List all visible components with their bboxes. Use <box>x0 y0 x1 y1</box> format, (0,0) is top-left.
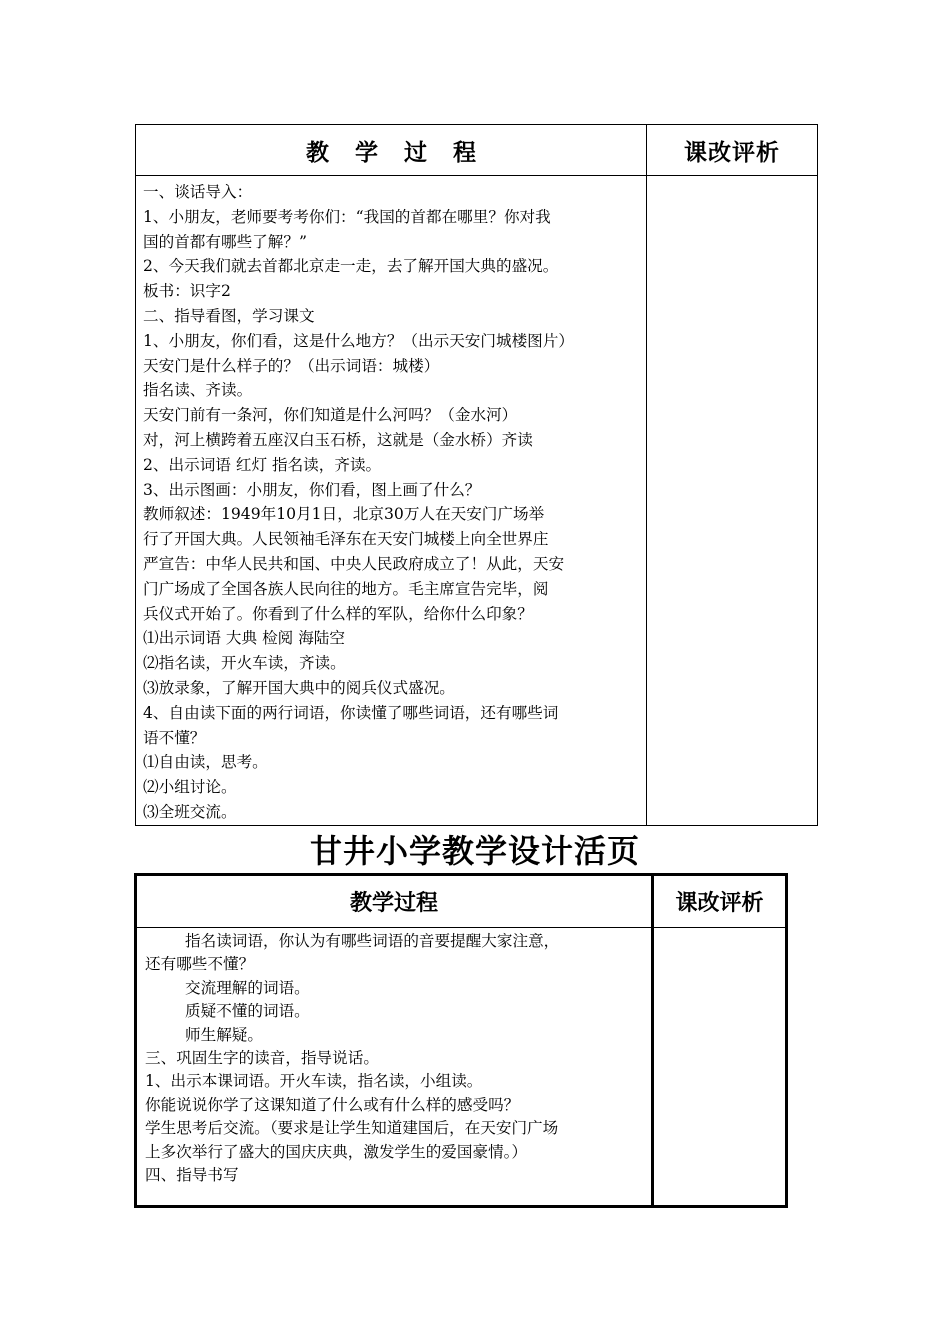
text-line: 2、出示词语 红灯 指名读，齐读。 <box>143 455 382 474</box>
text-line: 天安门前有一条河，你们知道是什么河吗？（金水河） <box>143 406 518 425</box>
commentary-cell <box>647 176 818 826</box>
text-line: 3、出示图画：小朋友，你们看，图上画了什么？ <box>143 480 481 499</box>
text-line: 兵仪式开始了。你看到了什么样的军队，给你什么印象？ <box>143 604 533 623</box>
text-line: ⑴自由读，思考。 <box>143 753 268 772</box>
text-line: 1、小朋友，你们看，这是什么地方？（出示天安门城楼图片） <box>143 331 574 350</box>
text-line: 教师叙述：1949年10月1日，北京30万人在天安门广场举 <box>143 505 545 524</box>
text-line: 上多次举行了盛大的国庆庆典，激发学生的爱国豪情。） <box>145 1142 528 1161</box>
text-line: 对，河上横跨着五座汉白玉石桥，这就是（金水桥）齐读 <box>143 430 533 449</box>
text-line: 指名读、齐读。 <box>143 381 253 400</box>
text-line: 行了开国大典。人民领袖毛泽东在天安门城楼上向全世界庄 <box>143 530 549 549</box>
text-line: ⑴出示词语 大典 检阅 海陆空 <box>143 629 345 648</box>
text-line: ⑶全班交流。 <box>143 802 237 821</box>
text-line: 交流理解的词语。 <box>185 978 310 997</box>
text-line: 1、小朋友，老师要考考你们：“我国的首都在哪里？你对我 <box>143 207 551 226</box>
text-line: 一、谈话导入： <box>143 183 253 201</box>
text-line: 4、自由读下面的两行词语，你读懂了哪些词语，还有哪些词 <box>143 703 559 722</box>
process-content-cell <box>136 928 653 1207</box>
header-reform-commentary: 课改评析 <box>647 125 818 176</box>
text-line: 指名读词语，你认为有哪些词语的音要提醒大家注意， <box>185 932 560 950</box>
header-teaching-process: 教学过程 <box>136 125 647 176</box>
text-line: 学生思考后交流。（要求是让学生知道建国后，在天安门广场 <box>145 1119 559 1138</box>
text-line: 你能说说你学了这课知道了什么或有什么样的感受吗？ <box>145 1095 520 1114</box>
text-line: 四、指导书写 <box>145 1166 239 1185</box>
text-line: 1、出示本课词语。开火车读，指名读，小组读。 <box>145 1072 483 1091</box>
text-line: 天安门是什么样子的？（出示词语：城楼） <box>143 356 440 375</box>
text-line: 严宣告：中华人民共和国、中央人民政府成立了！从此，天安 <box>143 554 565 573</box>
process-content-cell <box>136 176 647 826</box>
text-line: 板书：识字2 <box>143 282 231 301</box>
page-title: 甘井小学教学设计活页 <box>309 832 640 870</box>
commentary-cell <box>653 928 787 1207</box>
text-line: ⑶放录象，了解开国大典中的阅兵仪式盛况。 <box>143 678 455 697</box>
text-line: 语不懂？ <box>143 728 206 747</box>
text-line: 二、指导看图，学习课文 <box>143 306 315 325</box>
lesson-process-table-1 <box>135 124 818 826</box>
header-reform-commentary: 课改评析 <box>653 875 787 928</box>
text-line: 还有哪些不懂？ <box>145 955 255 974</box>
text-line: 2、今天我们就去首都北京走一走，去了解开国大典的盛况。 <box>143 257 559 276</box>
process-text-block <box>137 928 651 1187</box>
process-text-block <box>136 176 646 825</box>
header-teaching-process: 教学过程 <box>136 875 653 928</box>
text-line: 质疑不懂的词语。 <box>185 1002 310 1021</box>
text-line: 师生解疑。 <box>185 1025 263 1044</box>
text-line: 国的首都有哪些了解？” <box>143 232 307 251</box>
lesson-process-table-2 <box>134 873 788 1208</box>
text-line: 三、巩固生字的读音，指导说话。 <box>145 1049 379 1068</box>
text-line: ⑵小组讨论。 <box>143 778 237 797</box>
text-line: 门广场成了全国各族人民向往的地方。毛主席宣告完毕，阅 <box>143 579 549 598</box>
text-line: ⑵指名读，开火车读，齐读。 <box>143 654 346 673</box>
